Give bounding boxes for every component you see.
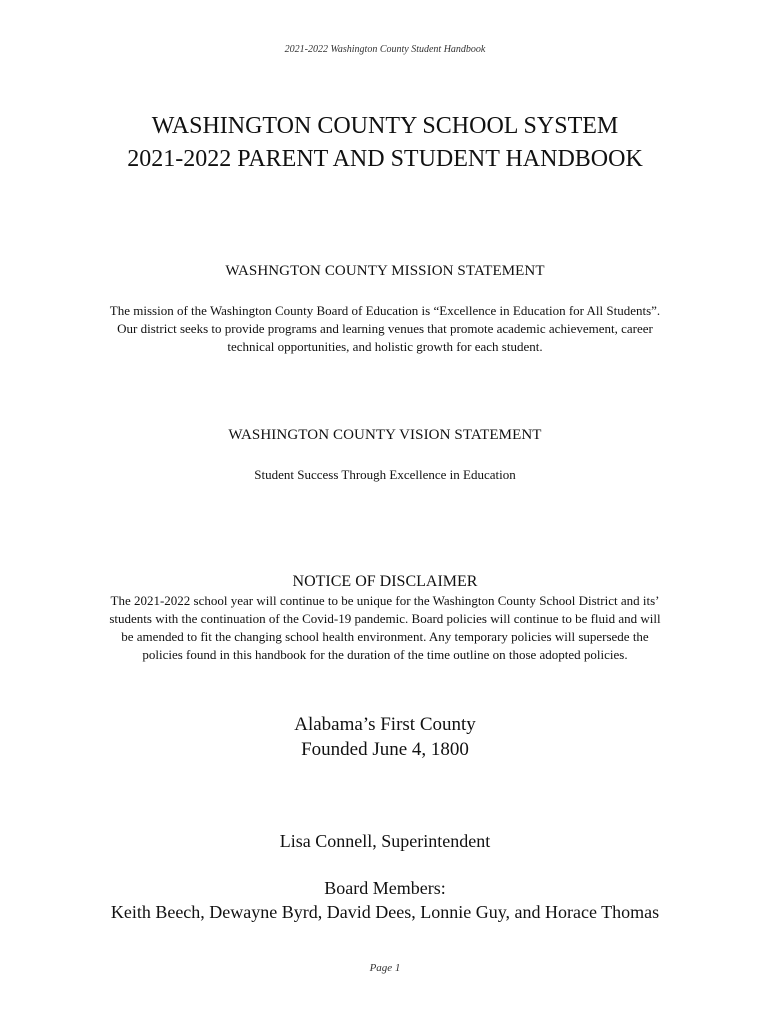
disclaimer-line: be amended to fit the changing school health environment. Any temporary policies will supersede the (121, 629, 649, 644)
running-header: 2021-2022 Washington County Student Handbook (284, 44, 486, 55)
disclaimer-line: The 2021-2022 school year will continue to be unique for the Washington County School District and its’ (110, 593, 660, 608)
document-title (0, 110, 770, 176)
mission-line: technical opportunities, and holistic growth for each student. (227, 339, 543, 354)
superintendent-name: Lisa Connell, Superintendent (279, 831, 491, 851)
title-line-1: WASHINGTON COUNTY SCHOOL SYSTEM (151, 113, 619, 139)
page-number: Page 1 (369, 962, 401, 974)
disclaimer-line: students with the continuation of the Covid-19 pandemic. Board policies will continue to be fluid and will (109, 611, 661, 626)
mission-line: The mission of the Washington County Board of Education is “Excellence in Education for All Students”. (109, 303, 661, 318)
title-line-2: 2021-2022 PARENT AND STUDENT HANDBOOK (127, 146, 643, 172)
disclaimer-heading: NOTICE OF DISCLAIMER (292, 573, 478, 590)
board-members-label: Board Members: (324, 878, 446, 898)
county-tagline: Alabama’s First County (294, 714, 476, 735)
board-members-names: Keith Beech, Dewayne Byrd, David Dees, Lonnie Guy, and Horace Thomas (110, 902, 660, 922)
mission-line: Our district seeks to provide programs and learning venues that promote academic achievement, career (117, 321, 653, 336)
disclaimer-line: policies found in this handbook for the duration of the time outline on those adopted policies. (142, 647, 628, 662)
vision-statement: Student Success Through Excellence in Education (254, 467, 516, 482)
mission-heading: WASHNGTON COUNTY MISSION STATEMENT (225, 263, 545, 279)
vision-heading: WASHINGTON COUNTY VISION STATEMENT (228, 427, 542, 443)
county-founded-date: Founded June 4, 1800 (301, 739, 469, 760)
mission-statement (20, 302, 750, 356)
disclaimer-text (20, 592, 750, 664)
